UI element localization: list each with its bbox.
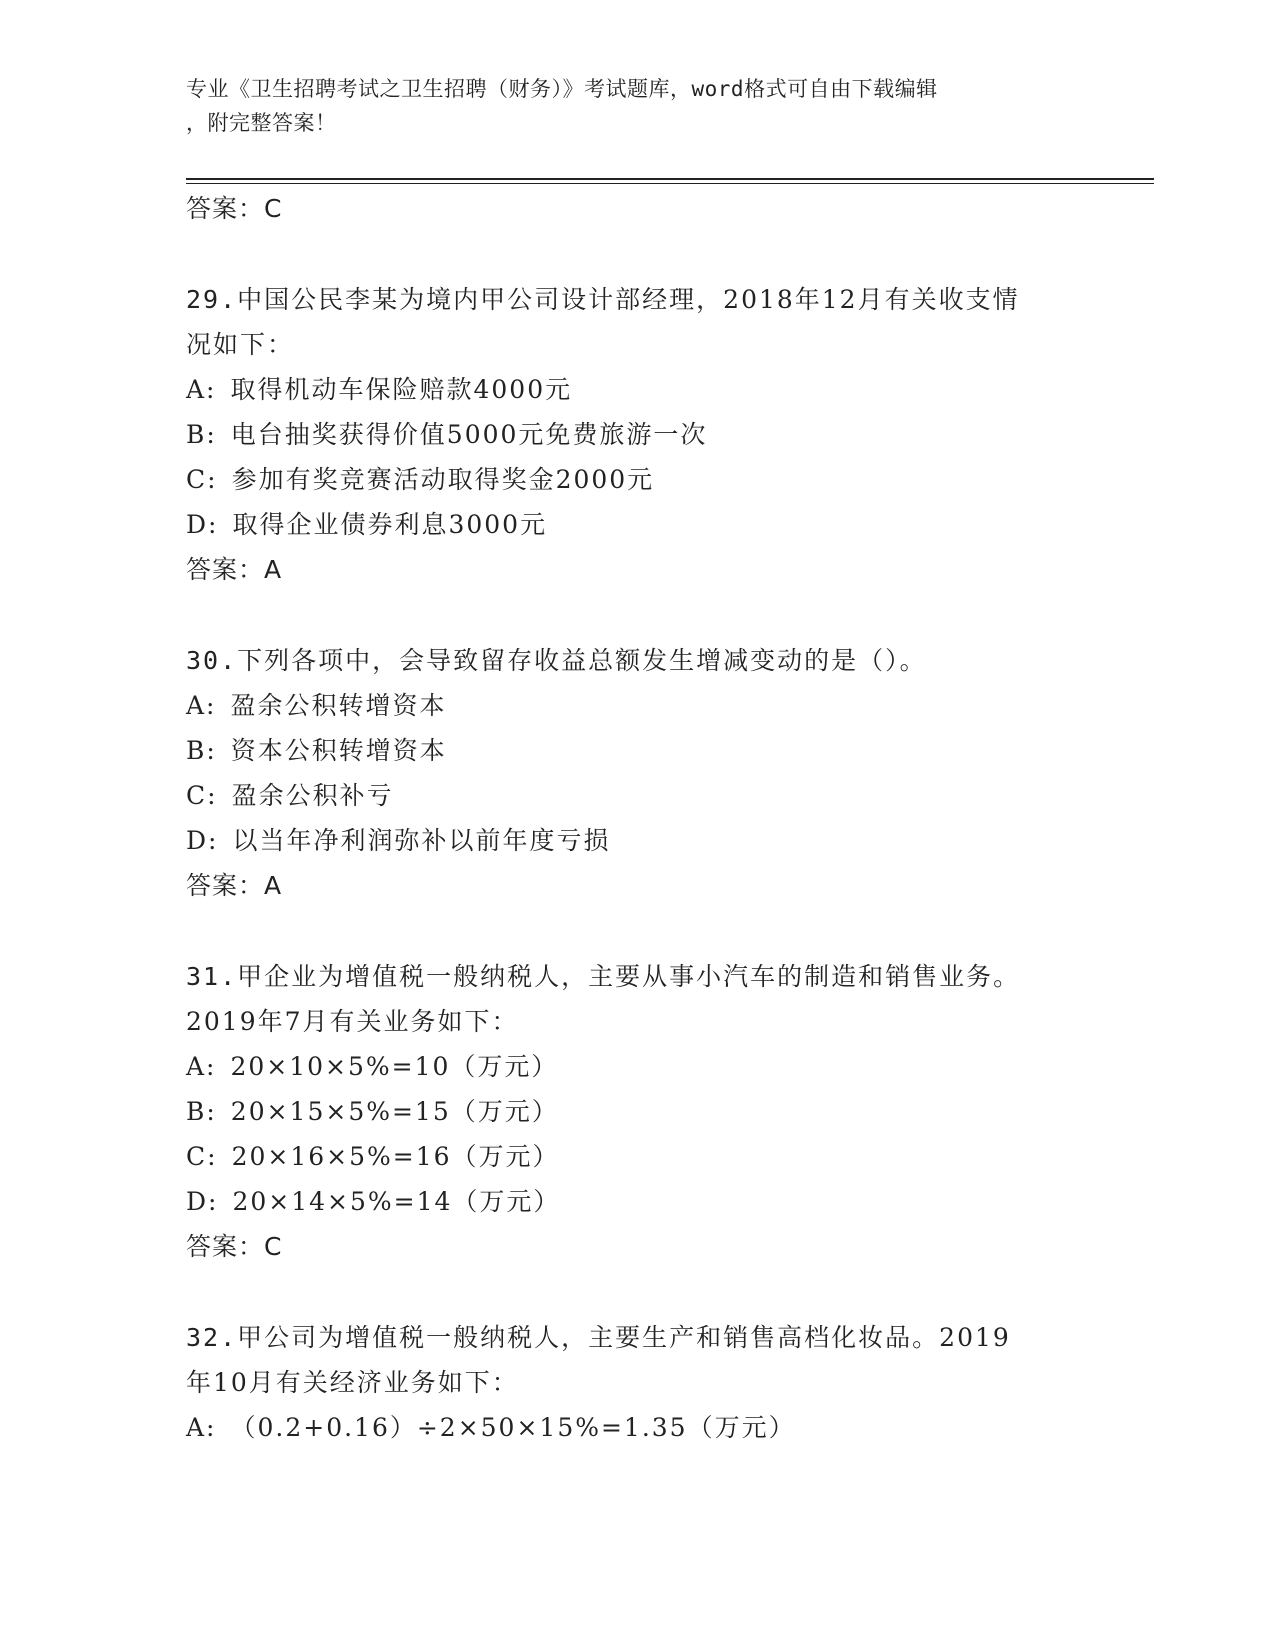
question-stem-text: 下列各项中，会导致留存收益总额发生增减变动的是（）。 bbox=[237, 646, 927, 675]
question-stem-line bbox=[186, 277, 1086, 322]
option-text: 盈余公积补亏 bbox=[231, 781, 394, 810]
option-a bbox=[186, 683, 1086, 728]
option-text: 资本公积转增资本 bbox=[230, 736, 447, 765]
question-number: 32. bbox=[186, 1323, 238, 1352]
option-text: 盈余公积转增资本 bbox=[230, 691, 447, 720]
option-c bbox=[186, 457, 1086, 502]
option-c bbox=[186, 1134, 1086, 1179]
option-a bbox=[186, 367, 1086, 412]
option-text: 以当年净利润弥补以前年度亏损 bbox=[232, 826, 611, 855]
option-b bbox=[186, 412, 1086, 457]
option-text: 20×15×5%=15（万元） bbox=[230, 1097, 559, 1126]
question-29 bbox=[186, 277, 1086, 592]
option-text: 20×14×5%=14（万元） bbox=[232, 1187, 561, 1216]
previous-answer: 答案：C bbox=[186, 194, 283, 223]
option-text: 20×10×5%=10（万元） bbox=[230, 1052, 559, 1081]
option-d bbox=[186, 1179, 1086, 1224]
option-a bbox=[186, 1405, 1086, 1450]
option-b bbox=[186, 728, 1086, 773]
question-number: 30. bbox=[186, 646, 238, 675]
question-stem-line: 年10月有关经济业务如下： bbox=[186, 1368, 519, 1397]
option-text: 20×16×5%=16（万元） bbox=[231, 1142, 560, 1171]
question-stem-text: 甲公司为增值税一般纳税人，主要生产和销售高档化妆品。2019 bbox=[237, 1323, 1011, 1352]
header-line-1: 专业《卫生招聘考试之卫生招聘（财务）》考试题库，word格式可自由下载编辑 bbox=[186, 77, 938, 101]
option-letter: A: bbox=[186, 375, 217, 404]
question-number: 29. bbox=[186, 285, 238, 314]
option-letter: D: bbox=[186, 510, 219, 539]
option-d bbox=[186, 502, 1086, 547]
option-text: 参加有奖竞赛活动取得奖金2000元 bbox=[231, 465, 655, 494]
option-d bbox=[186, 818, 1086, 863]
option-letter: B: bbox=[186, 736, 217, 765]
question-stem-line bbox=[186, 954, 1086, 999]
header-divider-top bbox=[186, 178, 1154, 180]
option-text: 取得企业债券利息3000元 bbox=[232, 510, 548, 539]
question-stem-line: 2019年7月有关业务如下： bbox=[186, 1007, 519, 1036]
page-header bbox=[186, 72, 1066, 140]
option-letter: C: bbox=[186, 465, 218, 494]
question-answer: 答案：C bbox=[186, 1232, 283, 1261]
option-letter: A: bbox=[186, 1052, 217, 1081]
header-line-2: ，附完整答案！ bbox=[186, 111, 337, 135]
option-letter: B: bbox=[186, 1097, 217, 1126]
question-32 bbox=[186, 1315, 1086, 1450]
option-letter: B: bbox=[186, 420, 217, 449]
question-31 bbox=[186, 954, 1086, 1269]
option-letter: A: bbox=[186, 691, 217, 720]
question-answer: 答案：A bbox=[186, 871, 283, 900]
option-text: 取得机动车保险赔款4000元 bbox=[230, 375, 573, 404]
option-letter: D: bbox=[186, 826, 219, 855]
question-stem-text: 甲企业为增值税一般纳税人，主要从事小汽车的制造和销售业务。 bbox=[237, 962, 1021, 991]
header-divider-bottom bbox=[186, 183, 1154, 184]
option-c bbox=[186, 773, 1086, 818]
question-30 bbox=[186, 638, 1086, 908]
option-letter: C: bbox=[186, 1142, 218, 1171]
option-letter: A: bbox=[186, 1413, 217, 1442]
option-letter: C: bbox=[186, 781, 218, 810]
option-text: （0.2+0.16）÷2×50×15%=1.35（万元） bbox=[230, 1413, 796, 1442]
question-stem-text: 中国公民李某为境内甲公司设计部经理，2018年12月有关收支情 bbox=[237, 285, 1020, 314]
question-stem-line bbox=[186, 638, 1086, 683]
question-list bbox=[186, 186, 1086, 1450]
option-a bbox=[186, 1044, 1086, 1089]
question-answer: 答案：A bbox=[186, 555, 283, 584]
option-text: 电台抽奖获得价值5000元免费旅游一次 bbox=[230, 420, 708, 449]
question-number: 31. bbox=[186, 962, 238, 991]
option-letter: D: bbox=[186, 1187, 219, 1216]
question-stem-line bbox=[186, 1315, 1086, 1360]
question-stem-line: 况如下： bbox=[186, 330, 295, 359]
option-b bbox=[186, 1089, 1086, 1134]
